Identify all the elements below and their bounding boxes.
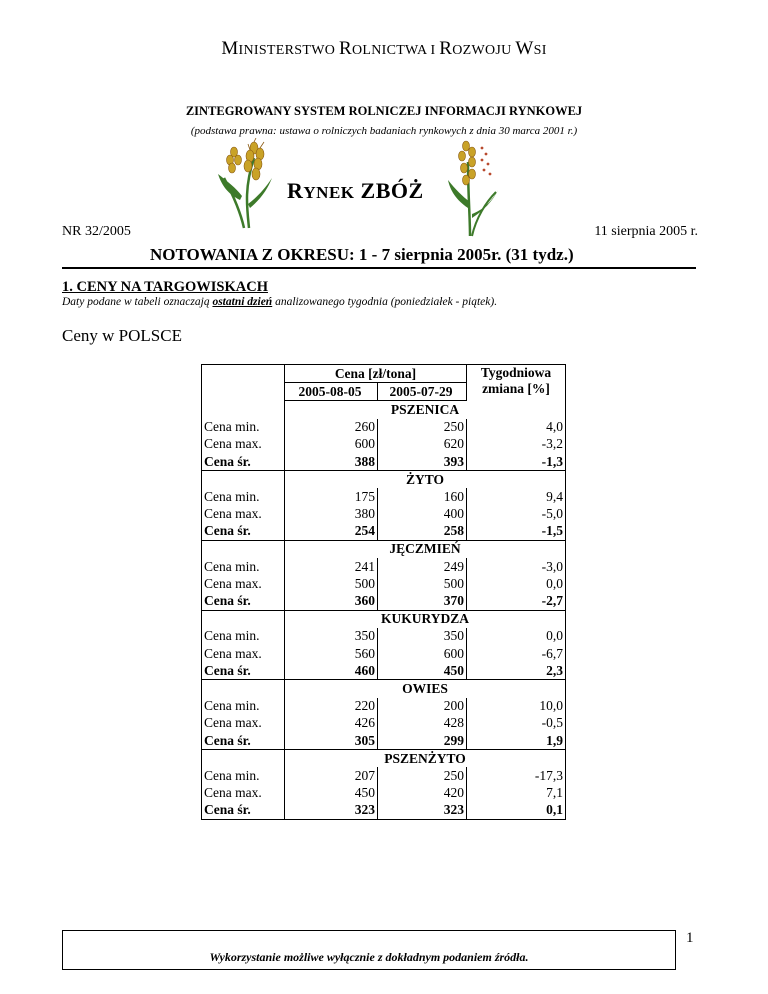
weekly-change: -1,3 (467, 453, 566, 471)
row-label: Cena śr. (202, 453, 285, 471)
dates-note-text: analizowanego tygodnia (poniedziałek - piątek). (272, 296, 498, 308)
row-label: Cena max. (202, 715, 285, 732)
price-previous: 258 (378, 523, 467, 541)
crop-heading-row (202, 680, 566, 698)
section-title: 1. CENY NA TARGOWISKACH (62, 279, 268, 295)
row-label: Cena śr. (202, 523, 285, 541)
price-current: 220 (285, 698, 378, 715)
crop-name: JĘCZMIEŃ (285, 540, 566, 558)
price-previous: 250 (378, 419, 467, 436)
table-row (202, 785, 566, 802)
table-row (202, 558, 566, 575)
ministry-initial: R (439, 38, 453, 59)
table-row (202, 662, 566, 680)
system-title: ZINTEGROWANY SYSTEM ROLNICZEJ INFORMACJI RYNKOWEJ (185, 104, 583, 118)
row-label: Cena min. (202, 767, 285, 784)
crop-name: PSZENICA (285, 401, 566, 419)
table-corner (202, 365, 285, 383)
period-heading: NOTOWANIA Z OKRESU: 1 - 7 sierpnia 2005r. (31 tydz.) (150, 245, 574, 264)
row-label: Cena max. (202, 645, 285, 662)
issue-date: 11 sierpnia 2005 r. (594, 224, 698, 239)
table-row (202, 506, 566, 523)
price-table (201, 364, 566, 820)
dates-note-text: Daty podane w tabeli oznaczają (62, 296, 213, 308)
price-previous: 393 (378, 453, 467, 471)
crop-heading-row (202, 471, 566, 489)
ministry-part: INISTERSTWO (238, 43, 339, 58)
crop-heading-row (202, 610, 566, 628)
price-previous: 350 (378, 628, 467, 645)
price-previous: 250 (378, 767, 467, 784)
row-label: Cena min. (202, 488, 285, 505)
price-current: 460 (285, 662, 378, 680)
crop-heading-row (202, 401, 566, 419)
price-current: 175 (285, 488, 378, 505)
price-previous: 400 (378, 506, 467, 523)
table-row (202, 698, 566, 715)
table-row (202, 715, 566, 732)
weekly-change: -2,7 (467, 592, 566, 610)
table-row (202, 453, 566, 471)
table-row (202, 767, 566, 784)
change-header-line: Tygodniowa (480, 365, 552, 380)
price-current: 388 (285, 453, 378, 471)
crop-heading-row (202, 750, 566, 768)
usage-notice: Wykorzystanie możliwe wyłącznie z dokładnym podaniem źródła. (209, 950, 529, 964)
table-row (202, 628, 566, 645)
price-current: 380 (285, 506, 378, 523)
price-previous: 160 (378, 488, 467, 505)
bulletin-title-part: YNEK (303, 183, 355, 202)
row-label: Cena min. (202, 558, 285, 575)
price-current: 260 (285, 419, 378, 436)
crop-heading-row (202, 540, 566, 558)
price-previous: 299 (378, 732, 467, 750)
weekly-change: 0,1 (467, 802, 566, 820)
page-number: 1 (686, 930, 694, 946)
ministry-part: OZWOJU (452, 43, 516, 58)
bulletin-title-rest: ZBÓŻ (354, 178, 424, 203)
label-cell (202, 680, 285, 698)
table-row (202, 645, 566, 662)
grain-left-icon (214, 138, 284, 230)
weekly-change: 2,3 (467, 662, 566, 680)
ministry-part: SI (533, 43, 547, 58)
label-cell (202, 610, 285, 628)
row-label: Cena śr. (202, 592, 285, 610)
table-row (202, 802, 566, 820)
row-label: Cena min. (202, 628, 285, 645)
crop-name: ŻYTO (285, 471, 566, 489)
table-row (202, 523, 566, 541)
table-row (202, 592, 566, 610)
label-cell (202, 540, 285, 558)
price-header: Cena [zł/tona] (285, 365, 467, 383)
table-row (202, 732, 566, 750)
issue-number: NR 32/2005 (62, 224, 131, 239)
price-previous: 500 (378, 575, 467, 592)
weekly-change: -1,5 (467, 523, 566, 541)
price-current: 426 (285, 715, 378, 732)
weekly-change: 0,0 (467, 575, 566, 592)
table-row (202, 419, 566, 436)
weekly-change: -5,0 (467, 506, 566, 523)
price-current: 305 (285, 732, 378, 750)
date-header: 2005-08-05 (285, 383, 378, 401)
row-label: Cena śr. (202, 802, 285, 820)
price-previous: 249 (378, 558, 467, 575)
table-corner (202, 383, 285, 401)
row-label: Cena max. (202, 506, 285, 523)
dates-note-emphasis: ostatni dzień (212, 296, 273, 308)
table-row (202, 436, 566, 453)
change-header (467, 365, 566, 401)
price-previous: 428 (378, 715, 467, 732)
crop-name: OWIES (285, 680, 566, 698)
weekly-change: 10,0 (467, 698, 566, 715)
price-current: 350 (285, 628, 378, 645)
weekly-change: -0,5 (467, 715, 566, 732)
price-previous: 200 (378, 698, 467, 715)
row-label: Cena max. (202, 436, 285, 453)
change-header-line: zmiana [%] (482, 381, 550, 396)
table-row (202, 488, 566, 505)
price-current: 254 (285, 523, 378, 541)
row-label: Cena śr. (202, 732, 285, 750)
price-previous: 600 (378, 645, 467, 662)
weekly-change: 9,4 (467, 488, 566, 505)
legal-basis: (podstawa prawna: ustawa o rolniczych badaniach rynkowych z dnia 30 marca 2001 r.) (190, 125, 578, 137)
grain-right-icon (442, 138, 504, 238)
price-current: 207 (285, 767, 378, 784)
row-label: Cena śr. (202, 662, 285, 680)
label-cell (202, 471, 285, 489)
row-label: Cena max. (202, 785, 285, 802)
table-row (202, 575, 566, 592)
date-header: 2005-07-29 (378, 383, 467, 401)
ministry-initial: R (338, 38, 352, 59)
price-current: 360 (285, 592, 378, 610)
weekly-change: 0,0 (467, 628, 566, 645)
bulletin-title (287, 178, 424, 204)
weekly-change: -6,7 (467, 645, 566, 662)
weekly-change: -3,0 (467, 558, 566, 575)
ministry-initial: W (515, 38, 534, 59)
price-previous: 450 (378, 662, 467, 680)
label-cell (202, 750, 285, 768)
table-subtitle: Ceny w POLSCE (62, 326, 182, 345)
weekly-change: -17,3 (467, 767, 566, 784)
price-current: 560 (285, 645, 378, 662)
label-cell (202, 401, 285, 419)
row-label: Cena min. (202, 698, 285, 715)
row-label: Cena max. (202, 575, 285, 592)
heading-rule (62, 267, 696, 269)
price-previous: 620 (378, 436, 467, 453)
ministry-initial: M (221, 38, 239, 59)
row-label: Cena min. (202, 419, 285, 436)
price-current: 323 (285, 802, 378, 820)
weekly-change: 1,9 (467, 732, 566, 750)
price-previous: 420 (378, 785, 467, 802)
price-current: 500 (285, 575, 378, 592)
weekly-change: -3,2 (467, 436, 566, 453)
weekly-change: 7,1 (467, 785, 566, 802)
ministry-name (0, 38, 768, 60)
weekly-change: 4,0 (467, 419, 566, 436)
bulletin-title-initial: R (287, 178, 304, 203)
price-current: 600 (285, 436, 378, 453)
price-current: 241 (285, 558, 378, 575)
price-current: 450 (285, 785, 378, 802)
price-previous: 370 (378, 592, 467, 610)
price-previous: 323 (378, 802, 467, 820)
ministry-part: OLNICTWA I (351, 43, 440, 58)
crop-name: PSZENŻYTO (285, 750, 566, 768)
dates-note (62, 296, 497, 308)
crop-name: KUKURYDZA (285, 610, 566, 628)
